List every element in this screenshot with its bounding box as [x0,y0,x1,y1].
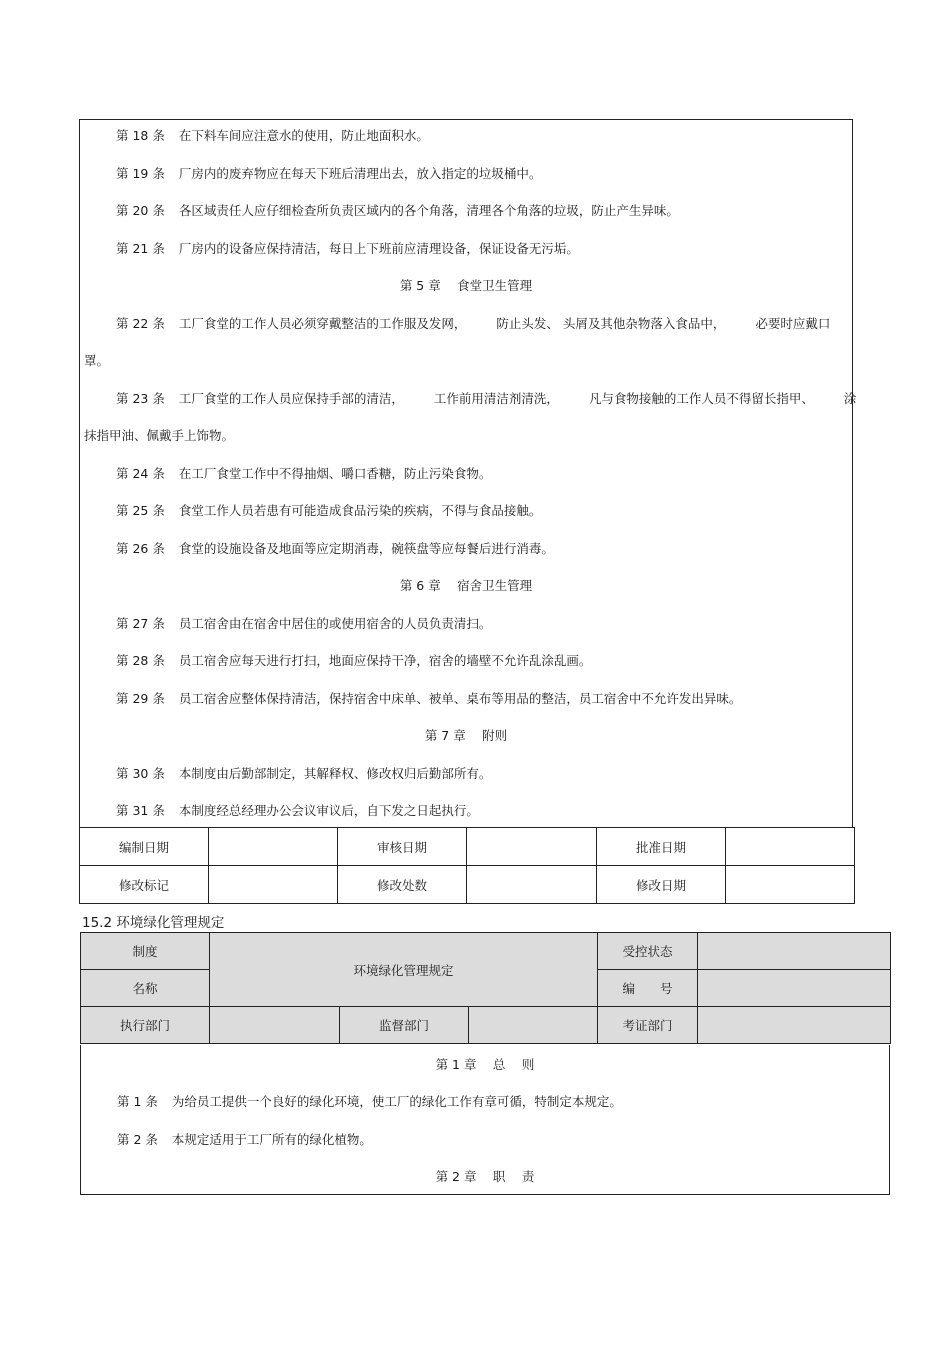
approval-table [79,827,855,904]
label-exec-dept: 执行部门 [81,1007,210,1044]
regulation-name: 环境绿化管理规定 [210,933,598,1007]
article-22-continuation: 罩。 [84,353,110,368]
label-revision-mark: 修改标记 [80,866,209,904]
chapter-6-heading: 第 6 章 宿舍卫生管理 [399,578,533,593]
label-revision-date: 修改日期 [597,866,726,904]
revision-row [80,866,855,904]
label-review-date: 审核日期 [338,828,467,866]
value-exec-dept [210,1007,340,1044]
value-control-status [698,933,891,970]
regulation-header-table [80,932,891,1044]
value-supervise-dept [469,1007,598,1044]
article-26: 第 26 条 食堂的设施设备及地面等应定期消毒，碗筷盘等应每餐后进行消毒。 [116,541,554,556]
label-supervise-dept: 监督部门 [340,1007,469,1044]
article-28: 第 28 条 员工宿舍应每天进行打扫，地面应保持干净，宿舍的墙壁不允许乱涂乱画。 [116,653,592,668]
value-compile-date [209,828,338,866]
article-2: 第 2 条 本规定适用于工厂所有的绿化植物。 [117,1132,372,1147]
chapter-5-heading: 第 5 章 食堂卫生管理 [399,278,533,293]
approval-row [80,828,855,866]
chapter-1-heading: 第 1 章 总 则 [435,1057,535,1072]
article-1: 第 1 条 为给员工提供一个良好的绿化环境，使工厂的绿化工作有章可循，特制定本规定。 [117,1094,622,1109]
section-title: 15.2 环境绿化管理规定 [82,915,225,931]
article-24: 第 24 条 在工厂食堂工作中不得抽烟、嚼口香糖，防止污染食物。 [116,466,492,481]
regulation-content-box [79,119,857,827]
value-verify-dept [698,1007,891,1044]
label-system: 制度 [81,933,210,970]
article-19: 第 19 条 厂房内的废弃物应在每天下班后清理出去，放入指定的垃圾桶中。 [116,166,542,181]
article-30: 第 30 条 本制度由后勤部制定，其解释权、修改权归后勤部所有。 [116,766,492,781]
article-18: 第 18 条 在下料车间应注意水的使用，防止地面积水。 [116,128,429,143]
article-21: 第 21 条 厂房内的设备应保持清洁，每日上下班前应清理设备，保证设备无污垢。 [116,241,579,256]
label-control-status: 受控状态 [598,933,698,970]
article-31: 第 31 条 本制度经总经理办公会议审议后，自下发之日起执行。 [116,803,479,818]
chapter-2-heading: 第 2 章 职 责 [435,1169,535,1184]
article-22: 第 22 条 工厂食堂的工作人员必须穿戴整洁的工作服及发网， 防止头发、 头屑及其他杂物落入食品中， 必要时应戴口 [116,316,831,331]
value-revision-count [467,866,597,904]
article-23: 第 23 条 工厂食堂的工作人员应保持手部的清洁， 工作前用清洁剂清洗， 凡与食物接触的工作人员不得留长指甲、 涂 [116,391,857,406]
article-25: 第 25 条 食堂工作人员若患有可能造成食品污染的疾病，不得与食品接触。 [116,503,542,518]
label-name: 名称 [81,970,210,1007]
label-number: 编 号 [598,970,698,1007]
label-approve-date: 批准日期 [597,828,726,866]
chapter-7-heading: 第 7 章 附则 [424,728,508,743]
article-20: 第 20 条 各区域责任人应仔细检查所负责区域内的各个角落，清理各个角落的垃圾，防止产生异味。 [116,203,679,218]
label-compile-date: 编制日期 [80,828,209,866]
article-27: 第 27 条 员工宿舍由在宿舍中居住的或使用宿舍的人员负责清扫。 [116,616,492,631]
label-verify-dept: 考证部门 [598,1007,698,1044]
value-revision-mark [209,866,338,904]
label-revision-count: 修改处数 [338,866,467,904]
value-approve-date [726,828,855,866]
regulation-body-box [80,1045,890,1195]
value-number [698,970,891,1007]
article-23-continuation: 抹指甲油、佩戴手上饰物。 [84,428,235,443]
article-29: 第 29 条 员工宿舍应整体保持清洁，保持宿舍中床单、被单、桌布等用品的整洁，员工宿舍中不允许发出异味。 [116,691,742,706]
value-revision-date [726,866,855,904]
value-review-date [467,828,597,866]
